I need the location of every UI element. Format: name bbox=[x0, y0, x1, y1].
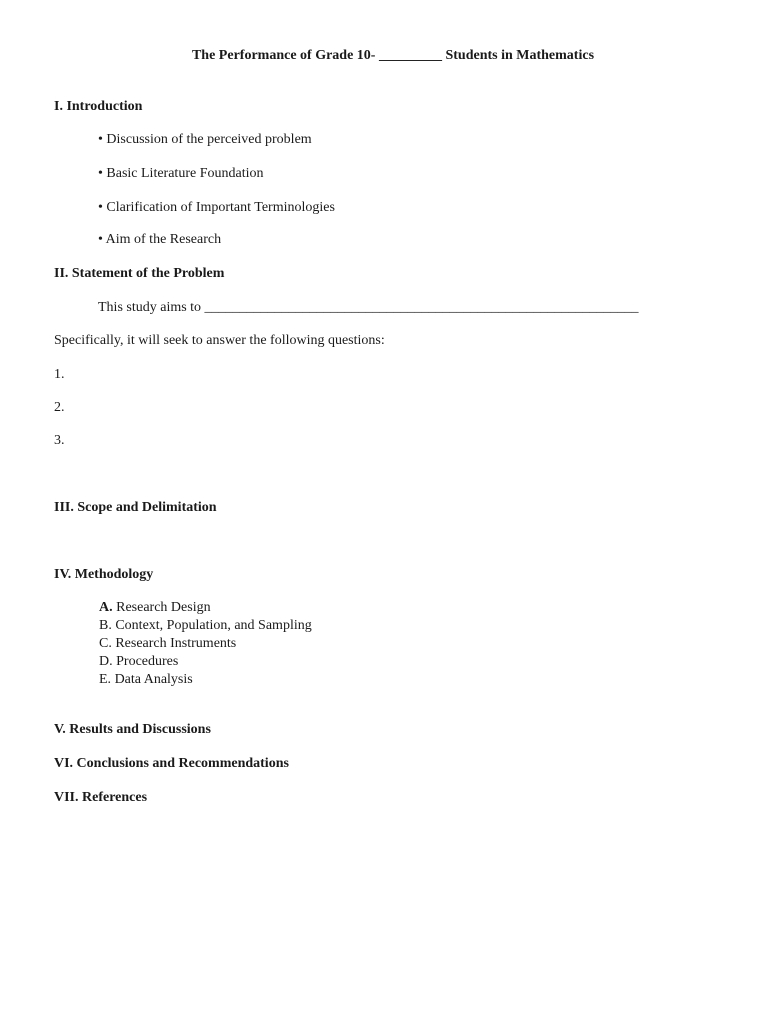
bullet-item: • Basic Literature Foundation bbox=[98, 166, 264, 181]
item-text: Context, Population, and Sampling bbox=[111, 618, 312, 633]
item-text: Data Analysis bbox=[111, 672, 193, 687]
item-text: Procedures bbox=[112, 654, 179, 669]
methodology-item bbox=[99, 671, 193, 689]
bullet-item: • Discussion of the perceived problem bbox=[98, 132, 312, 147]
bullet-item: • Clarification of Important Terminologies bbox=[98, 200, 335, 215]
heading-introduction: I. Introduction bbox=[54, 99, 143, 114]
heading-statement-of-problem: II. Statement of the Problem bbox=[54, 266, 225, 281]
heading-conclusions: VI. Conclusions and Recommendations bbox=[54, 756, 289, 771]
specific-questions-intro: Specifically, it will seek to answer the following questions: bbox=[54, 333, 385, 348]
question-number: 3. bbox=[54, 433, 65, 448]
document-title: The Performance of Grade 10- _________ Students in Mathematics bbox=[191, 48, 595, 63]
item-text: Research Instruments bbox=[111, 636, 237, 651]
methodology-item bbox=[99, 635, 236, 653]
heading-references: VII. References bbox=[54, 790, 148, 805]
methodology-item bbox=[99, 617, 312, 635]
item-letter: A. bbox=[99, 600, 113, 615]
question-number: 1. bbox=[54, 367, 65, 382]
item-text: Research Design bbox=[112, 600, 211, 615]
heading-scope: III. Scope and Delimitation bbox=[54, 500, 217, 515]
item-letter: D. bbox=[99, 654, 113, 669]
bullet-item: • Aim of the Research bbox=[98, 232, 222, 247]
item-letter: B. bbox=[99, 618, 112, 633]
methodology-item bbox=[99, 653, 178, 671]
aim-statement: This study aims to ______________________________________________________________ bbox=[98, 300, 639, 315]
question-number: 2. bbox=[54, 400, 65, 415]
item-letter: C. bbox=[99, 636, 112, 651]
heading-results: V. Results and Discussions bbox=[54, 722, 211, 737]
methodology-item bbox=[99, 599, 211, 617]
heading-methodology: IV. Methodology bbox=[54, 567, 154, 582]
item-letter: E. bbox=[99, 672, 112, 687]
